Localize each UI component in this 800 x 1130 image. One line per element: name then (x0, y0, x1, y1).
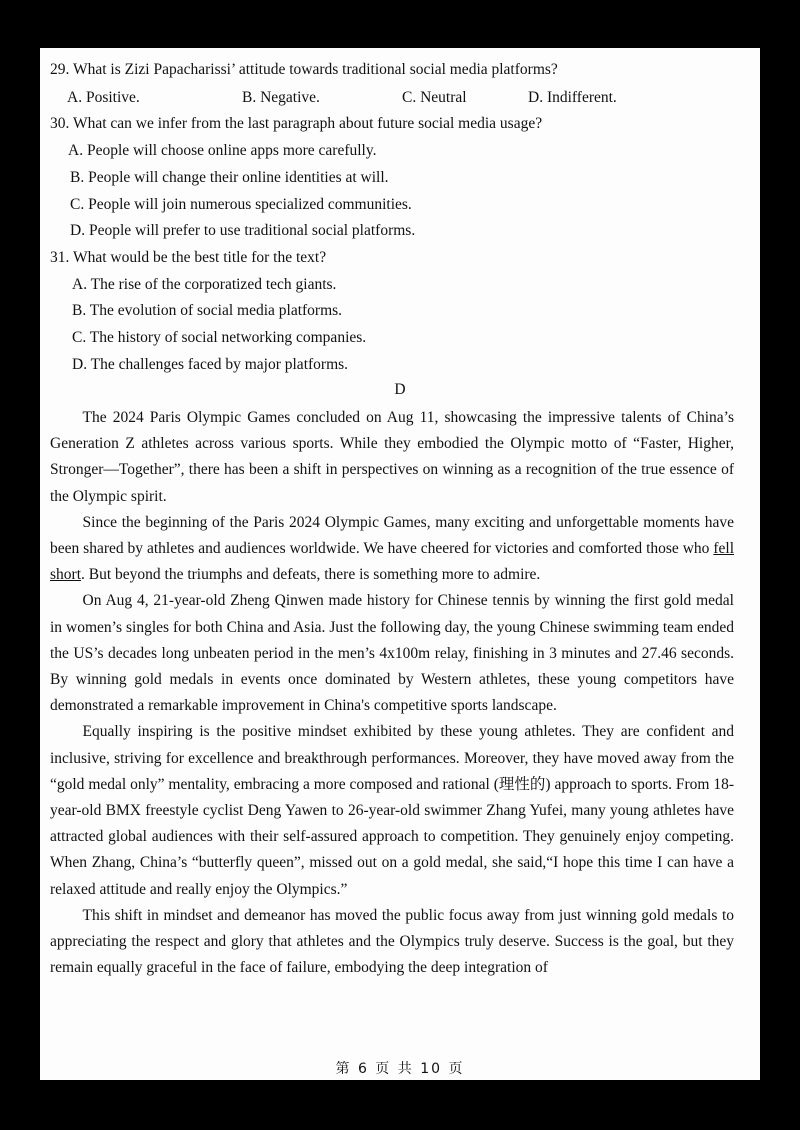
question-stem: What is Zizi Papacharissi’ attitude towards traditional social media platforms? (72, 61, 558, 78)
question-number: 31. (50, 249, 70, 266)
option-31a: A. The rise of the corporatized tech giants. (72, 276, 337, 293)
passage-paragraph-4: Equally inspiring is the positive mindset exhibited by these young athletes. They are confident and inclusive, striving for excellence and breakthrough performances. Moreover, they have moved away from the “gold medal only” mentality, embracing a more composed and rational (理性的) approach to sports. From 18-year-old BMX freestyle cyclist Deng Yawen to 26-year-old swimmer Zhang Yufei, many young athletes have attracted global audiences with their self-assured approach to competition. They genuinely enjoy competing. When Zhang, China’s “butterfly queen”, missed out on a gold medal, she said,“I hope this time I can have a relaxed attitude and really enjoy the Olympics.” (50, 723, 734, 898)
option-31c: C. The history of social networking companies. (72, 329, 367, 346)
exam-page (40, 48, 760, 1080)
option-29a: A. Positive. (67, 89, 140, 106)
option-29c: C. Neutral (402, 89, 467, 106)
question-31 (50, 248, 326, 268)
question-stem: What would be the best title for the text? (72, 249, 327, 266)
option-30b: B. People will change their online identities at will. (70, 169, 389, 186)
page-number-footer: 第 6 页 共 10 页 (335, 1061, 465, 1077)
question-30 (50, 114, 542, 134)
option-31d: D. The challenges faced by major platforms. (72, 356, 349, 373)
option-30a: A. People will choose online apps more carefully. (68, 142, 377, 159)
passage-paragraph-3: On Aug 4, 21-year-old Zheng Qinwen made history for Chinese tennis by winning the first gold medal in women’s singles for both China and Asia. Just the following day, the young Chinese swimming team ended the US’s decades long unbeaten period in the men’s 4x100m relay, finishing in 3 minutes and 27.46 seconds. By winning gold medals in events once dominated by Western athletes, these young competitors have demonstrated a remarkable improvement in China's competitive sports landscape. (50, 592, 734, 715)
question-29 (50, 60, 558, 80)
underlined-phrase: fell short (50, 540, 734, 584)
option-30c: C. People will join numerous specialized communities. (70, 196, 412, 213)
reading-passage (50, 405, 734, 981)
option-29d: D. Indifferent. (528, 89, 617, 106)
passage-paragraph-1: The 2024 Paris Olympic Games concluded on Aug 11, showcasing the impressive talents of China’s Generation Z athletes across various sports. While they embodied the Olympic motto of “Faster, Higher, Stronger—Together”, there has been a shift in perspectives on winning as a recognition of the true essence of the Olympic spirit. (50, 409, 734, 505)
paragraph-text: . But beyond the triumphs and defeats, there is something more to admire. (81, 566, 541, 584)
paragraph-text: Since the beginning of the Paris 2024 Olympic Games, many exciting and unforgettable moments have been shared by athletes and audiences worldwide. We have cheered for victories and comforted those who (50, 513, 734, 558)
section-heading: D (394, 381, 406, 398)
option-31b: B. The evolution of social media platforms. (72, 302, 343, 319)
question-number: 30. (50, 115, 70, 132)
option-29b: B. Negative. (242, 89, 320, 106)
option-30d: D. People will prefer to use traditional social platforms. (70, 222, 416, 239)
passage-paragraph-2 (50, 510, 734, 589)
passage-paragraph-5: This shift in mindset and demeanor has moved the public focus away from just winning gold medals to appreciating the respect and glory that athletes and the Olympics truly deserve. Success is the goal, but they remain equally graceful in the face of failure, embodying the deep integration of (50, 906, 734, 977)
question-number: 29. (50, 61, 70, 78)
question-stem: What can we infer from the last paragraph about future social media usage? (72, 115, 543, 132)
